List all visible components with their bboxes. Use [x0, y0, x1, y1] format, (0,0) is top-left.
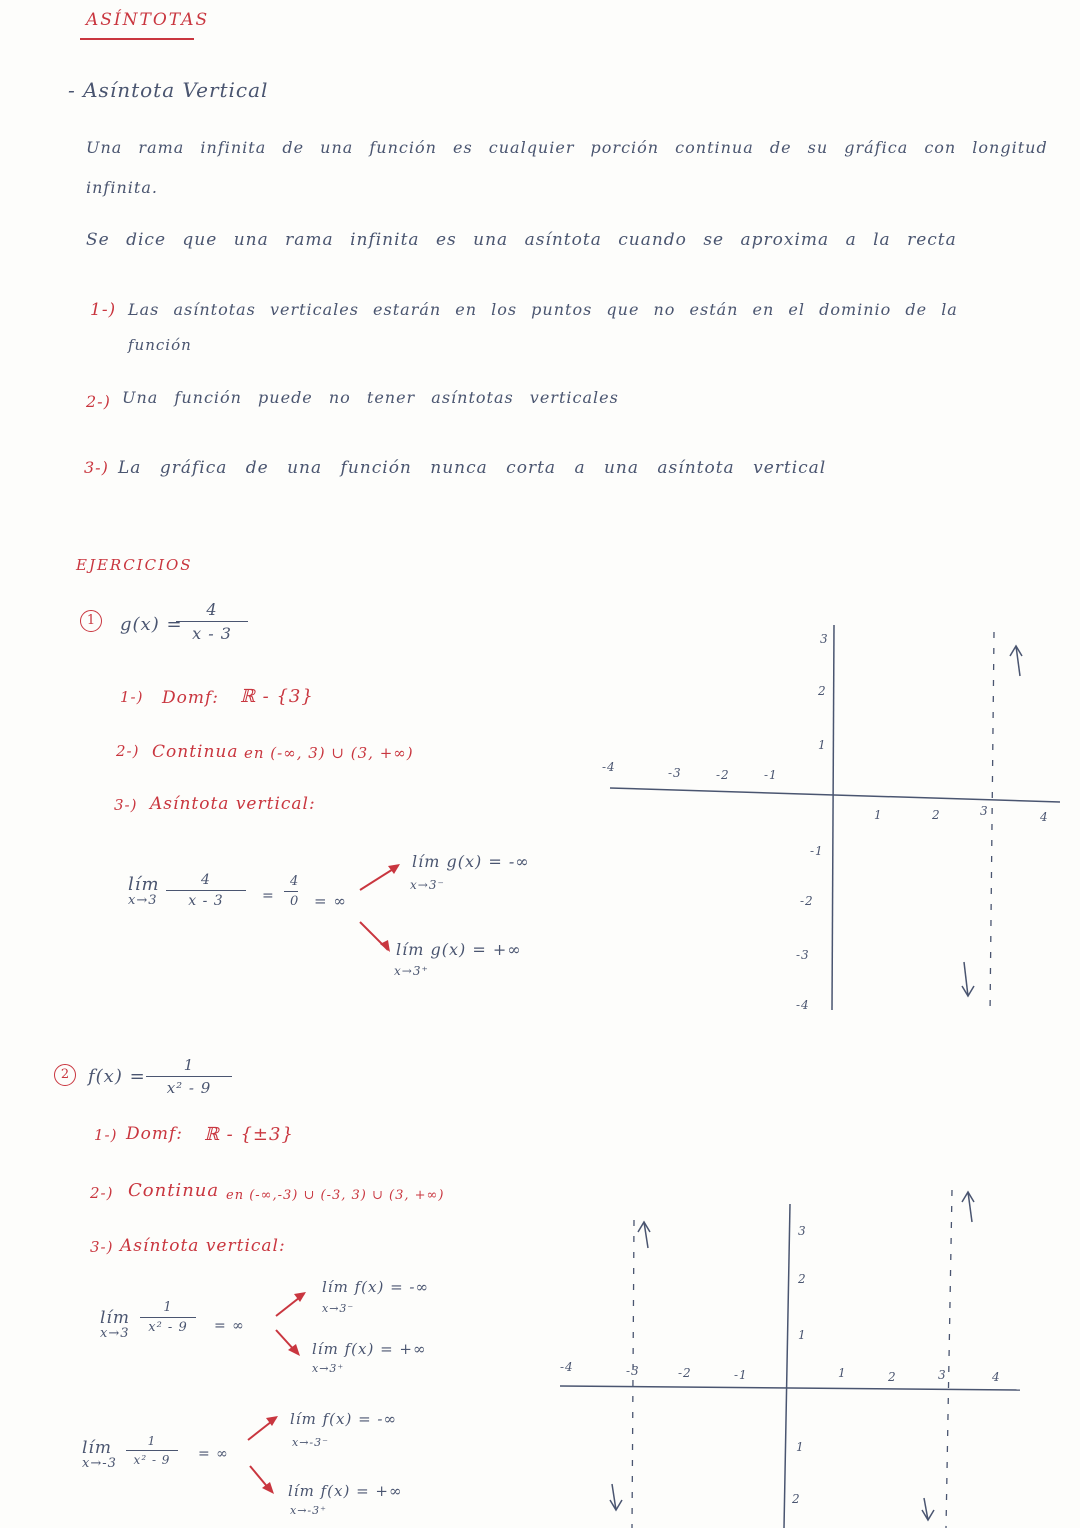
ex1-left-limit-sub: x→3⁻	[410, 878, 445, 892]
ex2-lim1-right-sub: x→3⁺	[312, 1362, 345, 1375]
ex2-lim2-word: lím	[82, 1438, 112, 1458]
ex1-step3-label: Asíntota vertical:	[150, 794, 316, 814]
ex1-mid-den: 0	[290, 894, 300, 909]
ex1-lim-word: lím	[128, 874, 160, 895]
rule-1-text: Las asíntotas verticales estarán en los puntos que no están en el dominio de la	[128, 300, 958, 319]
exercise-1-badge: 1	[80, 610, 102, 632]
ex1-right-limit-sub: x→3⁺	[394, 964, 429, 978]
ex1-step2-label: Continua	[152, 742, 239, 762]
ex2-lim1-word: lím	[100, 1308, 130, 1328]
ex2-lim2-right-sub: x→-3⁺	[290, 1504, 327, 1517]
definition-line-2: infinita.	[86, 178, 158, 197]
exercise-2-badge: 2	[54, 1064, 76, 1086]
ex2-lim1-left-sub: x→3⁻	[322, 1302, 355, 1315]
ex2-lim2-left: lím f(x) = -∞	[290, 1410, 397, 1428]
g2-y-tick-1: 2	[798, 1272, 807, 1286]
ex2-lim1-num: 1	[163, 1300, 173, 1315]
g1-x-tick-4: 1	[874, 808, 883, 822]
ex1-lim-sub: x→3	[128, 893, 158, 908]
g1-x-tick-5: 2	[932, 808, 941, 822]
ex2-step1-number: 1-)	[94, 1126, 118, 1144]
g1-x-tick-0: -4	[602, 760, 616, 774]
ex2-lim1-right: lím f(x) = +∞	[312, 1340, 427, 1358]
g2-y-tick-2: 1	[798, 1328, 807, 1342]
ex2-lim2-den: x² - 9	[133, 1453, 171, 1467]
ex1-eq2: = ∞	[314, 892, 347, 910]
g2-x-tick-5: 2	[888, 1370, 897, 1384]
ex2-function-name: f(x) =	[88, 1066, 146, 1087]
rule-3-text: La gráfica de una función nunca corta a una asíntota vertical	[118, 458, 827, 478]
ex1-numerator: 4	[206, 600, 218, 619]
ex1-step1-label: Domf:	[162, 688, 220, 708]
g1-y-tick-2: 1	[818, 738, 827, 752]
ex2-step3-label: Asíntota vertical:	[120, 1236, 286, 1256]
ex1-step2-number: 2-)	[116, 742, 140, 760]
g2-x-tick-0: -4	[560, 1360, 574, 1374]
page-title: ASÍNTOTAS	[86, 10, 210, 30]
g2-x-tick-3: -1	[734, 1368, 748, 1382]
ex1-lim-num: 4	[201, 872, 211, 888]
ex1-mid-num: 4	[290, 874, 300, 889]
ex2-lim2-sub: x→-3	[82, 1456, 117, 1471]
ex2-lim2-right: lím f(x) = +∞	[288, 1482, 403, 1500]
g1-y-tick-1: 2	[818, 684, 827, 698]
ex2-lim2-left-sub: x→-3⁻	[292, 1436, 329, 1449]
rule-1-text-cont: función	[128, 336, 192, 354]
ex1-step2-value: en (-∞, 3) ∪ (3, +∞)	[244, 744, 414, 762]
ex1-left-limit: lím g(x) = -∞	[412, 852, 530, 871]
g1-x-tick-3: -1	[764, 768, 778, 782]
ex1-right-limit: lím g(x) = +∞	[396, 940, 522, 959]
ex2-denominator: x² - 9	[166, 1079, 212, 1097]
g2-x-tick-7: 4	[992, 1370, 1001, 1384]
ex2-lim1-eq: = ∞	[214, 1318, 245, 1334]
rule-1-number: 1-)	[90, 300, 117, 320]
rule-3-number: 3-)	[84, 458, 109, 477]
ex2-lim1-den: x² - 9	[148, 1320, 188, 1335]
g1-y-tick-3: -1	[810, 844, 824, 858]
ex2-step2-number: 2-)	[90, 1184, 114, 1202]
g2-x-tick-2: -2	[678, 1366, 692, 1380]
g2-x-tick-1: -3	[626, 1364, 640, 1378]
ex1-denominator: x - 3	[192, 624, 232, 643]
ex2-step2-value: en (-∞,-3) ∪ (-3, 3) ∪ (3, +∞)	[226, 1188, 445, 1203]
ex2-lim2-num: 1	[147, 1434, 157, 1448]
ex2-step1-value: ℝ - {±3}	[204, 1124, 294, 1145]
asymptote-definition: Se dice que una rama infinita es una asíntota cuando se aproxima a la recta	[86, 230, 957, 250]
g1-x-tick-1: -3	[668, 766, 682, 780]
g1-y-tick-5: -3	[796, 948, 810, 962]
ex1-step1-value: ℝ - {3}	[240, 686, 314, 707]
g1-x-tick-6: 3	[980, 804, 989, 818]
rule-2-number: 2-)	[86, 392, 111, 411]
ex2-step2-label: Continua	[128, 1180, 220, 1201]
ex1-function-name: g(x) =	[120, 614, 183, 635]
ex2-lim2-eq: = ∞	[198, 1446, 229, 1462]
g2-x-tick-6: 3	[938, 1368, 947, 1382]
ex1-eq1: =	[262, 888, 275, 904]
g1-y-tick-4: -2	[800, 894, 814, 908]
ex1-step3-number: 3-)	[114, 796, 138, 814]
ex2-numerator: 1	[183, 1056, 195, 1074]
g1-x-tick-7: 4	[1040, 810, 1049, 824]
g2-y-tick-0: 3	[798, 1224, 807, 1238]
ex2-step3-number: 3-)	[90, 1238, 114, 1256]
section-heading: - Asíntota Vertical	[68, 78, 269, 102]
exercises-heading: EJERCICIOS	[76, 556, 193, 574]
ex2-lim1-left: lím f(x) = -∞	[322, 1278, 429, 1296]
ex2-step1-label: Domf:	[126, 1124, 184, 1144]
g1-y-tick-0: 3	[820, 632, 829, 646]
ex1-lim-den: x - 3	[188, 893, 224, 909]
g1-x-tick-2: -2	[716, 768, 730, 782]
definition-line-1: Una rama infinita de una función es cualquier porción continua de su gráfica con longitud	[86, 138, 1048, 157]
g1-y-tick-6: -4	[796, 998, 810, 1012]
ex2-lim1-sub: x→3	[100, 1326, 130, 1341]
ex1-step1-number: 1-)	[120, 688, 144, 706]
rule-2-text: Una función puede no tener asíntotas verticales	[122, 388, 619, 407]
g2-x-tick-4: 1	[838, 1366, 847, 1380]
g2-y-tick-3: 1	[796, 1440, 805, 1454]
g2-y-tick-4: 2	[792, 1492, 801, 1506]
